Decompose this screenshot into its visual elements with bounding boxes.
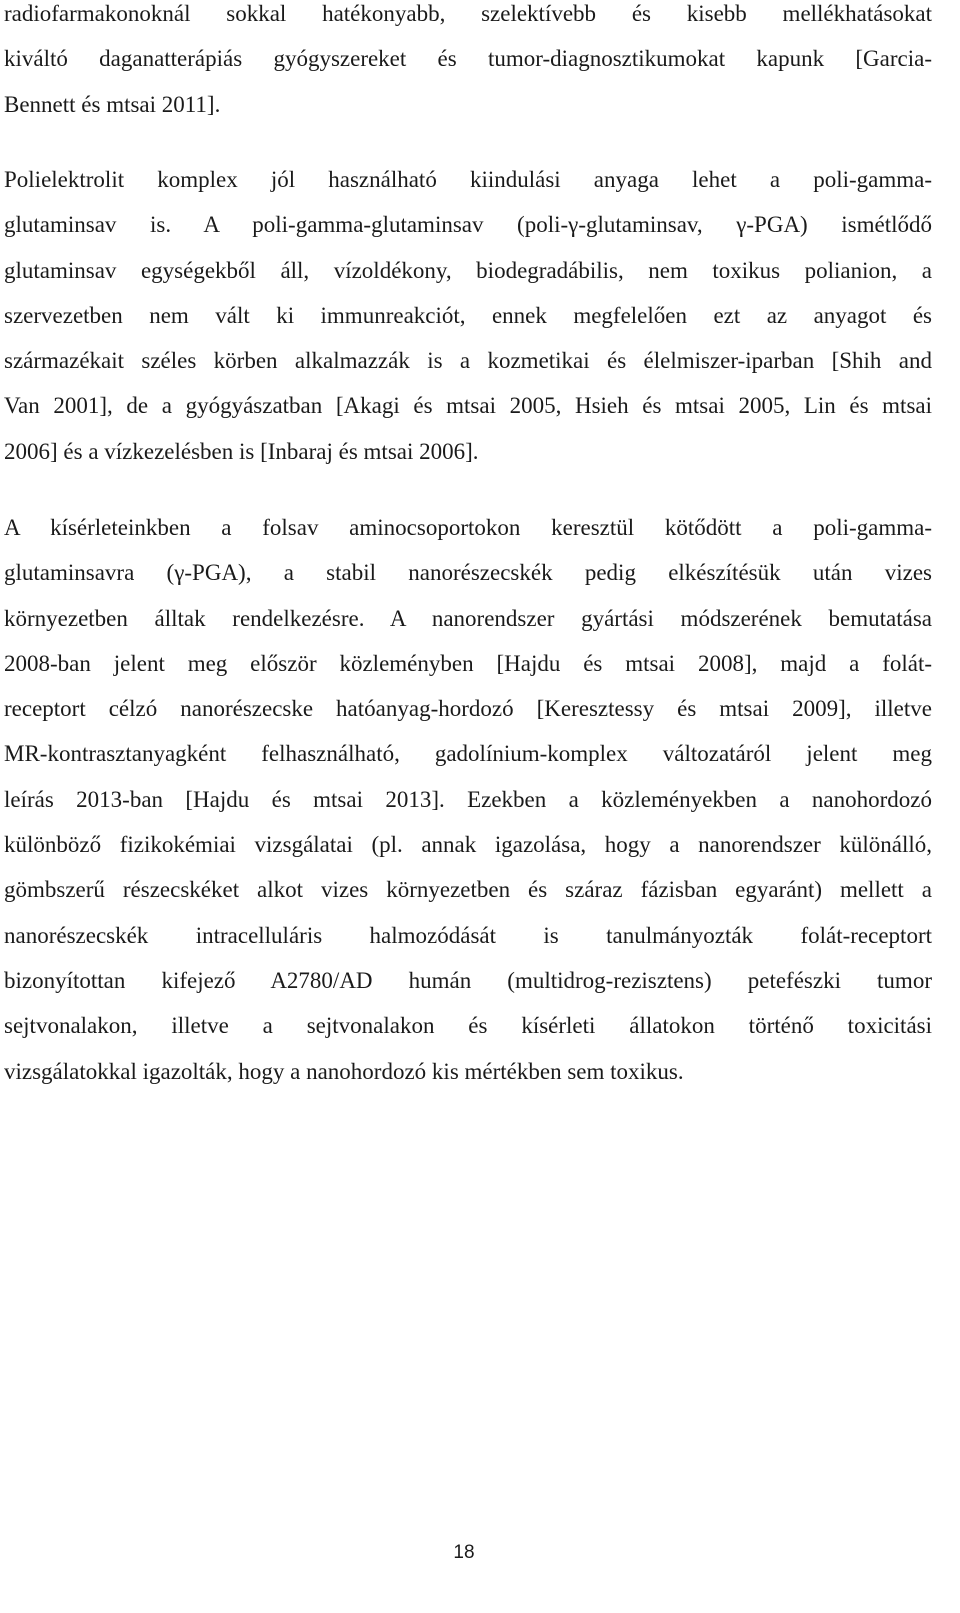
text-line: Van 2001], de a gyógyászatban [Akagi és mtsai 2005, Hsieh és mtsai 2005, Lin és mtsai xyxy=(4,393,932,419)
text-line: glutaminsavra (γ-PGA), a stabil nanorészecskék pedig elkészítésük után vizes xyxy=(4,560,932,586)
text-line: származékait széles körben alkalmazzák is a kozmetikai és élelmiszer-iparban [Shih and xyxy=(4,348,932,374)
paragraph-1 xyxy=(4,0,932,127)
text-line: 2006] és a vízkezelésben is [Inbaraj és mtsai 2006]. xyxy=(4,438,479,464)
text-line: radiofarmakonoknál sokkal hatékonyabb, szelektívebb és kisebb mellékhatásokat xyxy=(4,1,932,26)
paragraph-2 xyxy=(4,157,932,474)
text-line: gömbszerű részecskéket alkot vizes környezetben és száraz fázisban egyaránt) mellett a xyxy=(4,877,932,903)
text-line: MR-kontrasztanyagként felhasználható, gadolínium-komplex változatáról jelent meg xyxy=(4,741,932,767)
text-line: Bennett és mtsai 2011]. xyxy=(4,91,221,117)
text-line: sejtvonalakon, illetve a sejtvonalakon és kísérleti állatokon történő toxicitási xyxy=(4,1013,932,1039)
text-line: glutaminsav is. A poli-gamma-glutaminsav (poli-γ-glutaminsav, γ-PGA) ismétlődő xyxy=(4,212,932,238)
text-line: leírás 2013-ban [Hajdu és mtsai 2013]. Ezekben a közleményekben a nanohordozó xyxy=(4,786,932,812)
text-line: glutaminsav egységekből áll, vízoldékony, biodegradábilis, nem toxikus polianion, a xyxy=(4,257,932,283)
text-line: 2008-ban jelent meg először közleményben [Hajdu és mtsai 2008], majd a folát- xyxy=(4,650,932,676)
text-line: Polielektrolit komplex jól használható kiindulási anyaga lehet a poli-gamma- xyxy=(4,167,932,192)
text-line: környezetben álltak rendelkezésre. A nanorendszer gyártási módszerének bemutatása xyxy=(4,605,932,631)
text-line: vizsgálatokkal igazolták, hogy a nanohordozó kis mértékben sem toxikus. xyxy=(4,1058,684,1084)
paragraph-3 xyxy=(4,505,932,1094)
page-number: 18 xyxy=(453,1542,475,1563)
text-line: kiváltó daganatterápiás gyógyszereket és tumor-diagnosztikumokat kapunk [Garcia- xyxy=(4,46,932,72)
text-line: nanorészecskék intracelluláris halmozódását is tanulmányozták folát-receptort xyxy=(4,922,932,948)
text-line: különböző fizikokémiai vizsgálatai (pl. annak igazolása, hogy a nanorendszer különálló, xyxy=(4,832,932,858)
text-line: szervezetben nem vált ki immunreakciót, ennek megfelelően ezt az anyagot és xyxy=(4,302,932,328)
text-line: A kísérleteinkben a folsav aminocsoportokon keresztül kötődött a poli-gamma- xyxy=(4,515,932,540)
text-line: receptort célzó nanorészecske hatóanyag-hordozó [Keresztessy és mtsai 2009], illetve xyxy=(4,696,932,722)
text-line: bizonyítottan kifejező A2780/AD humán (multidrog-rezisztens) petefészki tumor xyxy=(4,967,932,993)
